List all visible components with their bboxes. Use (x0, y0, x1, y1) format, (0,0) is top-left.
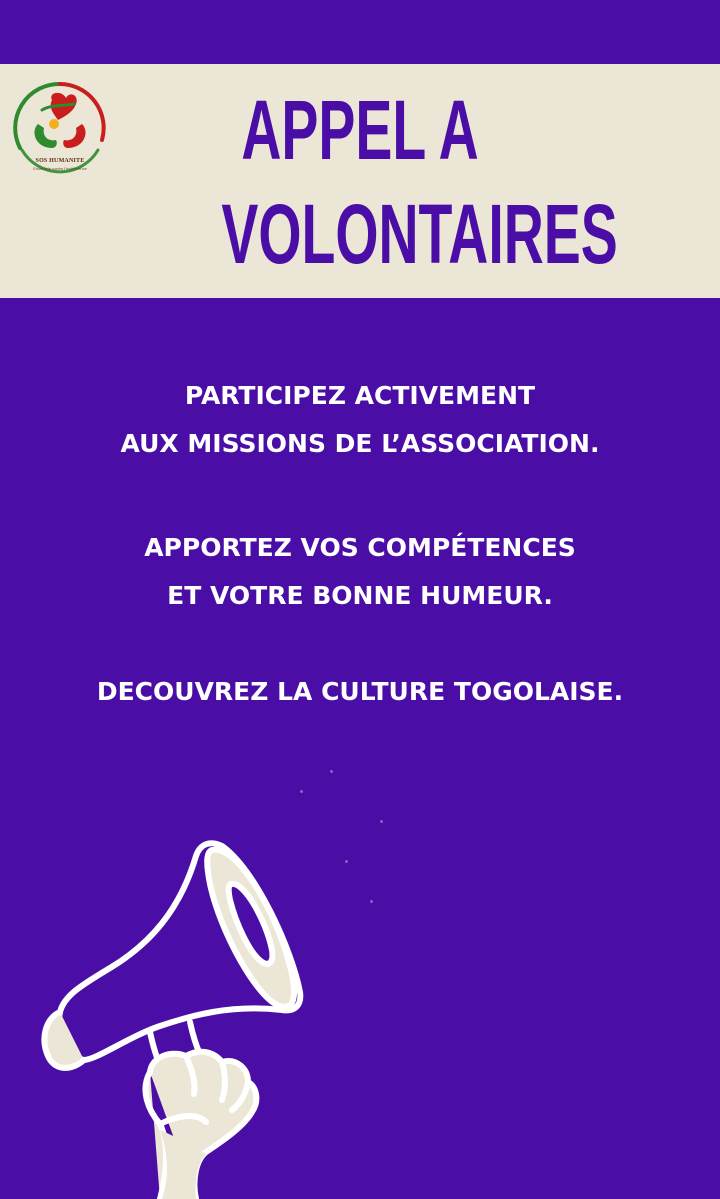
message-participate (0, 372, 720, 468)
message-line: AUX MISSIONS DE L’ASSOCIATION. (120, 429, 600, 458)
message-line: APPORTEZ VOS COMPÉTENCES (144, 533, 576, 562)
logo-name: SOS HUMANITE (35, 158, 85, 164)
message-culture (0, 668, 720, 716)
message-line: DECOUVREZ LA CULTURE TOGOLAISE. (96, 677, 624, 706)
poster-title-line-1: APPEL A (241, 83, 479, 177)
message-skills (0, 524, 720, 620)
logo-slogan: Ensemble contre l'Indifférence (33, 166, 87, 171)
message-line: PARTICIPEZ ACTIVEMENT (184, 381, 536, 410)
poster-title-line-2: VOLONTAIRES (221, 187, 618, 281)
hand-holding-megaphone-icon (0, 760, 440, 1199)
message-line: ET VOTRE BONNE HUMEUR. (167, 581, 553, 610)
